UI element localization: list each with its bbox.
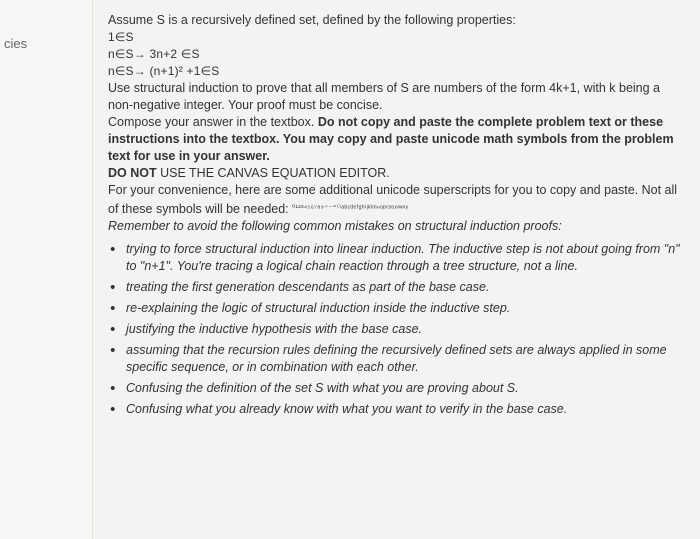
list-item: • Confusing the definition of the set S with what you are proving about S. [124, 380, 688, 397]
remember-heading: Remember to avoid the following common mistakes on structural induction proofs: [108, 219, 562, 233]
list-item: • re-explaining the logic of structural induction inside the inductive step. [124, 300, 688, 317]
compose-bold: Do not copy and paste the complete problem text or these instructions into the textbox. You may copy and paste unicode math symbols from the problem text for use in your answer. [108, 115, 674, 163]
list-item: • Confusing what you already know with what you want to verify in the base case. [124, 401, 688, 418]
rule-base: 1∈S [108, 30, 134, 44]
convenience-sentence: For your convenience, here are some additional unicode superscripts for you to copy and paste. Not all of these symbols will be needed: [108, 183, 678, 216]
list-item: • trying to force structural induction into linear induction. The inductive step is not about going from "n" to "n+1". You're tracing a logical chain reaction through a tree structure, not a line. [124, 241, 688, 275]
equation-editor-warning [108, 165, 688, 182]
sidebar-label[interactable]: cies [4, 36, 28, 51]
do-not-rest: USE THE CANVAS EQUATION EDITOR. [156, 166, 390, 180]
superscript-symbols: ⁰¹²³⁴⁵⁶⁷⁸⁹⁺⁻⁼⁽⁾ᵃᵇᶜᵈᵉᶠᵍʰⁱʲᵏˡᵐⁿᵒᵖʳˢᵗᵘᵛʷˣʸ [292, 203, 409, 212]
do-not-bold: DO NOT [108, 166, 157, 180]
list-item: • assuming that the recursion rules defining the recursively defined sets are always applied in some specific sequence, or in combination with each other. [124, 342, 688, 376]
compose-instructions [108, 114, 688, 165]
list-item: • treating the first generation descendants as part of the base case. [124, 279, 688, 296]
task-text: Use structural induction to prove that all members of S are numbers of the form 4k+1, with k being a non-negative integer. Your proof must be concise. [108, 81, 661, 112]
left-sidebar [0, 0, 93, 539]
list-item: • justifying the inductive hypothesis with the base case. [124, 321, 688, 338]
mistakes-list [108, 241, 688, 418]
question-intro: Assume S is a recursively defined set, defined by the following properties: [108, 13, 516, 27]
compose-plain: Compose your answer in the textbox. [108, 115, 318, 129]
rule-recursive-1: n∈S→ 3n+2 ∈S [108, 47, 200, 61]
convenience-text [108, 182, 688, 218]
rule-recursive-2: n∈S→ (n+1)² +1∈S [108, 64, 220, 78]
question-content [108, 12, 688, 422]
